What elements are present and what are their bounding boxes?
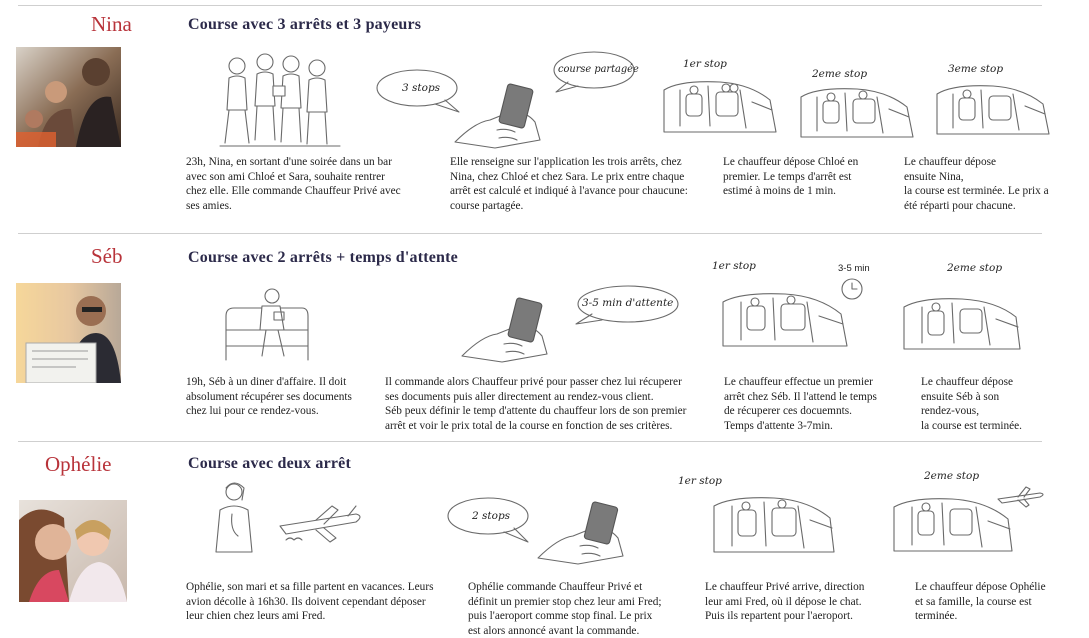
- car-interior-illustration: [710, 492, 838, 556]
- airplane-icon: [996, 485, 1046, 509]
- section-title: Course avec 2 arrêts + temps d'attente: [188, 249, 458, 266]
- caption: Le chauffeur effectue un premier arrêt chez Séb. Il l'attend le temps de récuperer ces docuemnts. Temps d'attente 3-7min.: [724, 376, 877, 432]
- persona-photo-nina: [16, 47, 121, 147]
- bubble-label: 3-5 min d'attente: [582, 297, 674, 309]
- persona-name: Nina: [91, 12, 132, 36]
- section-title: Course avec deux arrêt: [188, 455, 352, 472]
- persona-photo-seb: [16, 283, 121, 383]
- phone-hand-illustration: [538, 500, 638, 568]
- car-interior-illustration: [900, 293, 1024, 353]
- bubble-label: 2 stops: [472, 510, 511, 522]
- stop-label: 3eme stop: [948, 63, 1004, 75]
- stop-label: 1er stop: [683, 58, 727, 70]
- car-interior-illustration: [660, 76, 778, 136]
- car-interior-illustration: [719, 288, 849, 350]
- caption: 19h, Séb à un diner d'affaire. Il doit absolument récupérer ses documents chez lui pour ce rendez-vous.: [186, 376, 352, 417]
- bubble-label: course partagée: [558, 64, 639, 75]
- section-title: Course avec 3 arrêts et 3 payeurs: [188, 16, 422, 33]
- caption: Le chauffeur dépose ensuite Nina, la course est terminée. Le prix a été réparti pour chacune.: [904, 156, 1049, 212]
- caption: Il commande alors Chauffeur privé pour passer chez lui récuperer ses documents puis aller directement au rendez-vous client. Séb peux définir le temp d'attente du chauffeur lors de son premier arrêt et voir le prix total de la course en fonction de ses critères.: [385, 376, 687, 432]
- wait-time-label: 3-5 min: [838, 263, 870, 274]
- persona-photo-ophelie: [19, 500, 127, 602]
- woman-and-plane-illustration: [206, 480, 366, 570]
- caption: Le chauffeur dépose Ophélie et sa famille, la course est terminée.: [915, 581, 1046, 622]
- bubble-label: 3 stops: [402, 82, 441, 94]
- caption: 23h, Nina, en sortant d'une soirée dans un bar avec son ami Chloé et Sara, souhaite rentrer chez elle. Elle commande Chauffeur Privé avec ses amies.: [186, 156, 401, 212]
- car-interior-illustration: [797, 83, 915, 141]
- stop-label: 1er stop: [678, 475, 722, 487]
- persona-name: Ophélie: [45, 452, 112, 476]
- phone-hand-illustration: [455, 82, 555, 152]
- caption: Le chauffeur dépose Chloé en premier. Le temps d'arrêt est estimé à moins de 1 min.: [723, 156, 859, 197]
- persona-name: Séb: [91, 244, 123, 268]
- caption: Ophélie commande Chauffeur Privé et définit un premier stop chez leur ami Fred; puis l'aeroport comme stop final. Le prix est alors annoncé avant la commande.: [468, 581, 662, 637]
- top-divider: [18, 5, 1042, 6]
- clock-icon: [840, 277, 864, 301]
- man-on-sofa-illustration: [222, 286, 312, 366]
- car-interior-illustration: [933, 80, 1051, 138]
- stop-label: 1er stop: [712, 260, 756, 272]
- stop-label: 2eme stop: [947, 262, 1003, 274]
- section-divider: [18, 233, 1042, 234]
- section-divider: [18, 441, 1042, 442]
- caption: Ophélie, son mari et sa fille partent en vacances. Leurs avion décolle à 16h30. Ils doivent cependant déposer leur chien chez leurs ami Fred.: [186, 581, 434, 622]
- caption: Le chauffeur dépose ensuite Séb à son rendez-vous, la course est terminée.: [921, 376, 1022, 432]
- phone-hand-illustration: [462, 296, 562, 366]
- caption: Le chauffeur Privé arrive, direction leur ami Fred, où il dépose le chat. Puis ils repartent pour l'aeroport.: [705, 581, 865, 622]
- caption: Elle renseigne sur l'application les trois arrêts, chez Nina, chez Chloé et chez Sara. Le prix entre chaque arrêt est calculé et indiqué à l'avance pour chaucune: course partagée.: [450, 156, 688, 212]
- stop-label: 2eme stop: [924, 470, 980, 482]
- friends-illustration: [215, 48, 345, 148]
- stop-label: 2eme stop: [812, 68, 868, 80]
